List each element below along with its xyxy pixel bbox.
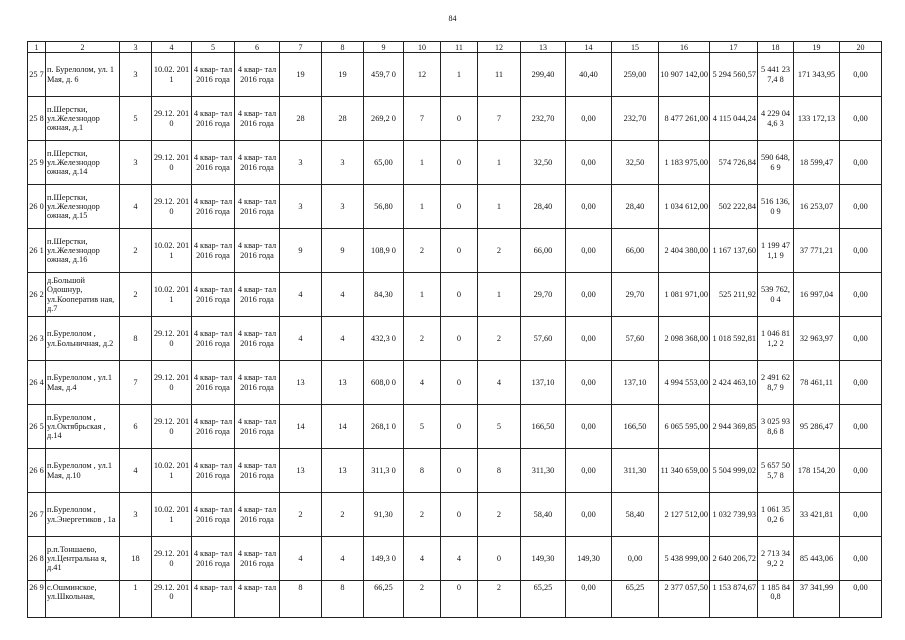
table-row [28,97,882,141]
table-cell: 4 квар- тал 2016 года [192,229,235,273]
table-cell: 608,0 0 [364,361,404,405]
table-cell: 108,9 0 [364,229,404,273]
table-cell: 0,00 [566,229,612,273]
table-cell: 0,00 [566,405,612,449]
row-number-cell: 26 8 [28,537,46,581]
table-cell: 16 253,07 [794,185,840,229]
table-cell: 432,3 0 [364,317,404,361]
table-cell: 66,00 [521,229,566,273]
header-cell: 9 [364,42,404,53]
table-cell: 29.12. 2010 [152,405,192,449]
table-cell: 2 [404,493,441,537]
row-number-cell: 25 8 [28,97,46,141]
table-cell: 4 квар- тал 2016 года [192,493,235,537]
row-number-cell: 26 2 [28,273,46,317]
row-number-cell: 26 0 [28,185,46,229]
table-cell: 8 [280,581,322,618]
table-cell: 1 167 137,60 [710,229,758,273]
table-cell: 3 [322,141,364,185]
table-cell: 4 [280,317,322,361]
table-cell: 0,00 [840,361,882,405]
table-cell: 8 477 261,00 [659,97,710,141]
table-cell: 4 [120,449,152,493]
table-cell: 10.02. 2011 [152,273,192,317]
table-cell: 13 [322,449,364,493]
table-cell: 1 032 739,93 [710,493,758,537]
table-row [28,537,882,581]
table-cell: 9 [280,229,322,273]
row-number-cell: 25 9 [28,141,46,185]
table-cell: 0,00 [840,581,882,618]
table-cell: 0 [441,317,478,361]
table-cell: 149,30 [521,537,566,581]
table-cell: 10.02. 2011 [152,53,192,97]
table-cell: 10 907 142,00 [659,53,710,97]
row-number-cell: 26 1 [28,229,46,273]
table-row [28,449,882,493]
table-cell: 4 [441,537,478,581]
table-cell: 149,30 [566,537,612,581]
header-cell: 5 [192,42,235,53]
table-cell: 6 [120,405,152,449]
table-cell: 5 504 999,02 [710,449,758,493]
table-cell: 133 172,13 [794,97,840,141]
address-cell: п. Бурелолом, ул. 1 Мая, д. 6 [46,53,120,97]
table-cell: 1 [404,141,441,185]
table-cell: 12 [404,53,441,97]
table-cell: 516 136,0 9 [758,185,794,229]
table-cell: 29.12. 2010 [152,537,192,581]
table-cell: 2 [404,229,441,273]
table-cell: 57,60 [521,317,566,361]
table-cell: 0 [441,273,478,317]
table-cell: 1 [441,53,478,97]
table-cell: 232,70 [612,97,659,141]
table-cell: 259,00 [612,53,659,97]
table-cell: 2 [478,581,521,618]
table-cell: 2 [404,317,441,361]
table-cell: 4 квар- тал 2016 года [235,185,280,229]
header-cell: 2 [46,42,120,53]
table-cell: 2 404 380,00 [659,229,710,273]
table-cell: 10.02. 2011 [152,229,192,273]
table-cell: 91,30 [364,493,404,537]
table-row [28,273,882,317]
table-cell: 3 [120,493,152,537]
address-cell: с.Ошминское, ул.Школьная, [46,581,120,618]
table-cell: 178 154,20 [794,449,840,493]
table-cell: 28,40 [612,185,659,229]
header-cell: 11 [441,42,478,53]
table-cell: 0,00 [566,97,612,141]
table-cell: 16 997,04 [794,273,840,317]
table-cell: 4 [322,537,364,581]
table-cell: 13 [280,361,322,405]
table-cell: 2 491 628,7 9 [758,361,794,405]
table-cell: 525 211,92 [710,273,758,317]
table-cell: 5 294 560,57 [710,53,758,97]
header-row [28,42,882,53]
table-cell: 0 [441,97,478,141]
table-cell: 28 [280,97,322,141]
table-cell: 2 [120,229,152,273]
row-number-cell: 26 4 [28,361,46,405]
table-cell: 311,30 [521,449,566,493]
table-cell: 4 квар- тал 2016 года [235,229,280,273]
table-cell: 4 квар- тал [235,581,280,618]
address-cell: д.Большой Одошнур, ул.Кооператив ная, д.7 [46,273,120,317]
table-cell: 0,00 [566,317,612,361]
table-cell: 8 [120,317,152,361]
table-cell: 4 квар- тал 2016 года [235,141,280,185]
table-row [28,229,882,273]
table-cell: 1 [120,581,152,618]
table-cell: 5 441 237,4 8 [758,53,794,97]
header-cell: 15 [612,42,659,53]
table-cell: 10.02. 2011 [152,449,192,493]
table-cell: 0,00 [840,405,882,449]
table-cell: 29.12. 2010 [152,185,192,229]
header-cell: 6 [235,42,280,53]
table-cell: 0,00 [566,141,612,185]
table-cell: 0 [478,537,521,581]
table-cell: 65,25 [612,581,659,618]
table-cell: 590 648,6 9 [758,141,794,185]
table-cell: 0 [441,229,478,273]
data-table [27,41,882,618]
header-cell: 12 [478,42,521,53]
header-cell: 20 [840,42,882,53]
table-cell: 19 [280,53,322,97]
table-cell: 8 [322,581,364,618]
table-cell: 28,40 [521,185,566,229]
table-cell: 3 025 938,6 8 [758,405,794,449]
row-number-cell: 26 7 [28,493,46,537]
table-cell: 4 квар- тал 2016 года [235,53,280,97]
table-cell: 0,00 [566,273,612,317]
table-cell: 13 [280,449,322,493]
table-cell: 0,00 [840,449,882,493]
table-cell: 3 [280,185,322,229]
table-cell: 4 [280,273,322,317]
table-cell: 5 [404,405,441,449]
table-cell: 4 квар- тал 2016 года [235,449,280,493]
table-cell: 2 098 368,00 [659,317,710,361]
table-cell: 32,50 [612,141,659,185]
table-cell: 6 065 595,00 [659,405,710,449]
table-cell: 459,7 0 [364,53,404,97]
table-cell: 7 [120,361,152,405]
table-cell: 29.12. 2010 [152,141,192,185]
table-cell: 28 [322,97,364,141]
table-cell: 299,40 [521,53,566,97]
address-cell: п.Бурелолом , ул.Энергетиков , 1а [46,493,120,537]
table-cell: 0,00 [840,185,882,229]
table-row [28,317,882,361]
table-cell: 4 [404,537,441,581]
header-cell: 13 [521,42,566,53]
table-cell: 5 [478,405,521,449]
table-cell: 0 [441,185,478,229]
table-cell: 2 127 512,00 [659,493,710,537]
table-cell: 14 [280,405,322,449]
table-cell: 65,00 [364,141,404,185]
table-cell: 2 [322,493,364,537]
header-cell: 19 [794,42,840,53]
table-cell: 1 [478,141,521,185]
table-cell: 7 [478,97,521,141]
table-cell: 2 [120,273,152,317]
address-cell: р.п.Тоншаево, ул.Центральна я, д.41 [46,537,120,581]
table-cell: 5 [120,97,152,141]
table-cell: 2 [280,493,322,537]
table-cell: 32 963,97 [794,317,840,361]
table-cell: 0 [441,141,478,185]
table-cell: 1 061 350,2 6 [758,493,794,537]
table-cell: 56,80 [364,185,404,229]
row-number-cell: 26 3 [28,317,46,361]
address-cell: п.Шерстки, ул.Железнодор ожная, д.14 [46,141,120,185]
row-number-cell: 26 9 [28,581,46,618]
table-cell: 18 599,47 [794,141,840,185]
table-cell: 0,00 [840,273,882,317]
table-cell: 0,00 [840,317,882,361]
table-cell: 65,25 [521,581,566,618]
table-cell: 4 квар- тал 2016 года [192,317,235,361]
table-cell: 0 [441,493,478,537]
table-cell: 137,10 [612,361,659,405]
table-cell: 2 [404,581,441,618]
table-cell: 4 квар- тал 2016 года [192,141,235,185]
table-cell: 232,70 [521,97,566,141]
address-cell: п.Бурелолом , ул.Октябрьская , д.14 [46,405,120,449]
header-cell: 8 [322,42,364,53]
table-cell: 4 квар- тал 2016 года [235,273,280,317]
table-cell: 166,50 [521,405,566,449]
header-cell: 16 [659,42,710,53]
table-cell: 58,40 [612,493,659,537]
table-cell: 4 квар- тал 2016 года [235,537,280,581]
row-number-cell: 25 7 [28,53,46,97]
table-cell: 18 [120,537,152,581]
table-cell: 1 183 975,00 [659,141,710,185]
table-cell: 1 [404,273,441,317]
header-cell: 18 [758,42,794,53]
table-cell: 95 286,47 [794,405,840,449]
table-cell: 4 квар- тал 2016 года [192,361,235,405]
table-cell: 66,25 [364,581,404,618]
table-cell: 33 421,81 [794,493,840,537]
table-cell: 0,00 [566,581,612,618]
row-number-cell: 26 6 [28,449,46,493]
table-cell: 2 713 349,2 2 [758,537,794,581]
table-cell: 4 [322,273,364,317]
header-cell: 14 [566,42,612,53]
table-cell: 37 341,99 [794,581,840,618]
table-cell: 9 [322,229,364,273]
table-cell: 1 034 612,00 [659,185,710,229]
table-cell: 4 115 044,24 [710,97,758,141]
table-cell: 84,30 [364,273,404,317]
table-cell: 0,00 [840,97,882,141]
table-cell: 4 квар- тал 2016 года [235,405,280,449]
table-cell: 13 [322,361,364,405]
address-cell: п.Бурелолом , ул.1 Мая, д.10 [46,449,120,493]
table-cell: 1 185 840,8 [758,581,794,618]
table-cell: 4 994 553,00 [659,361,710,405]
table-cell: 32,50 [521,141,566,185]
table-cell: 137,10 [521,361,566,405]
table-cell: 4 квар- тал [192,581,235,618]
table-cell: 0 [441,361,478,405]
table-cell: 4 [404,361,441,405]
table-cell: 4 [280,537,322,581]
table-cell: 268,1 0 [364,405,404,449]
table-cell: 4 229 044,6 3 [758,97,794,141]
table-cell: 78 461,11 [794,361,840,405]
table-cell: 0,00 [566,449,612,493]
table-cell: 4 квар- тал 2016 года [235,493,280,537]
table-cell: 269,2 0 [364,97,404,141]
table-cell: 539 762,0 4 [758,273,794,317]
table-cell: 19 [322,53,364,97]
table-cell: 29.12. 2010 [152,361,192,405]
table-cell: 8 [404,449,441,493]
table-cell: 4 [322,317,364,361]
table-row [28,53,882,97]
table-cell: 149,3 0 [364,537,404,581]
table-cell: 0,00 [840,537,882,581]
table-cell: 29.12. 2010 [152,97,192,141]
table-cell: 5 438 999,00 [659,537,710,581]
table-cell: 14 [322,405,364,449]
table-cell: 57,60 [612,317,659,361]
table-cell: 29,70 [521,273,566,317]
table-cell: 66,00 [612,229,659,273]
header-cell: 10 [404,42,441,53]
table-row [28,581,882,618]
table-cell: 0,00 [566,493,612,537]
table-cell: 58,40 [521,493,566,537]
table-cell: 2 [478,317,521,361]
table-cell: 171 343,95 [794,53,840,97]
header-cell: 4 [152,42,192,53]
table-cell: 1 [404,185,441,229]
table-cell: 3 [120,141,152,185]
table-cell: 2 [478,229,521,273]
address-cell: п.Бурелолом , ул.Больничная, д.2 [46,317,120,361]
table-cell: 574 726,84 [710,141,758,185]
table-cell: 29.12. 2010 [152,317,192,361]
table-cell: 3 [280,141,322,185]
table-cell: 2 944 369,85 [710,405,758,449]
table-cell: 0,00 [566,185,612,229]
table-cell: 0,00 [840,53,882,97]
table-cell: 1 081 971,00 [659,273,710,317]
table-cell: 8 [478,449,521,493]
table-cell: 0 [441,405,478,449]
header-cell: 1 [28,42,46,53]
table-cell: 0 [441,581,478,618]
table-cell: 4 квар- тал 2016 года [192,185,235,229]
table-row [28,405,882,449]
table-cell: 4 квар- тал 2016 года [192,53,235,97]
table-cell: 1 199 471,1 9 [758,229,794,273]
table-row [28,141,882,185]
table-cell: 4 квар- тал 2016 года [235,97,280,141]
table-cell: 0,00 [566,361,612,405]
table-cell: 4 квар- тал 2016 года [192,449,235,493]
page-number: 84 [448,14,457,23]
table-cell: 29.12. 2010 [152,581,192,618]
table-cell: 2 424 463,10 [710,361,758,405]
table-cell: 40,40 [566,53,612,97]
header-cell: 7 [280,42,322,53]
row-number-cell: 26 5 [28,405,46,449]
address-cell: п.Шерстки, ул.Железнодор ожная, д.15 [46,185,120,229]
table-cell: 1 [478,273,521,317]
table-cell: 4 квар- тал 2016 года [235,361,280,405]
table-cell: 29,70 [612,273,659,317]
table-cell: 11 [478,53,521,97]
header-cell: 17 [710,42,758,53]
table-cell: 11 340 659,00 [659,449,710,493]
table-cell: 1 153 874,67 [710,581,758,618]
table-cell: 4 квар- тал 2016 года [192,273,235,317]
table-cell: 502 222,84 [710,185,758,229]
table-cell: 4 [120,185,152,229]
address-cell: п.Шерстки, ул.Железнодор ожная, д.1 [46,97,120,141]
table-cell: 7 [404,97,441,141]
table-cell: 1 046 811,2 2 [758,317,794,361]
table-cell: 0,00 [612,537,659,581]
address-cell: п.Шерстки, ул.Железнодор ожная, д.16 [46,229,120,273]
table-cell: 311,30 [612,449,659,493]
table-cell: 0,00 [840,141,882,185]
table-cell: 3 [120,53,152,97]
table-cell: 0,00 [840,229,882,273]
table-cell: 4 квар- тал 2016 года [192,405,235,449]
table-cell: 166,50 [612,405,659,449]
table-cell: 311,3 0 [364,449,404,493]
table-cell: 1 [478,185,521,229]
table-cell: 0,00 [840,493,882,537]
address-cell: п.Бурелолом , ул.1 Мая, д.4 [46,361,120,405]
table-cell: 2 640 206,72 [710,537,758,581]
table-cell: 3 [322,185,364,229]
table-cell: 85 443,06 [794,537,840,581]
table-cell: 0 [441,449,478,493]
table-cell: 2 377 057,50 [659,581,710,618]
table-cell: 4 квар- тал 2016 года [192,537,235,581]
table-cell: 2 [478,493,521,537]
table-row [28,493,882,537]
table-cell: 4 [478,361,521,405]
table-row [28,361,882,405]
header-cell: 3 [120,42,152,53]
table-cell: 1 018 592,81 [710,317,758,361]
table-row [28,185,882,229]
table-cell: 37 771,21 [794,229,840,273]
table-cell: 10.02. 2011 [152,493,192,537]
table-cell: 4 квар- тал 2016 года [192,97,235,141]
table-cell: 5 657 505,7 8 [758,449,794,493]
table-cell: 4 квар- тал 2016 года [235,317,280,361]
